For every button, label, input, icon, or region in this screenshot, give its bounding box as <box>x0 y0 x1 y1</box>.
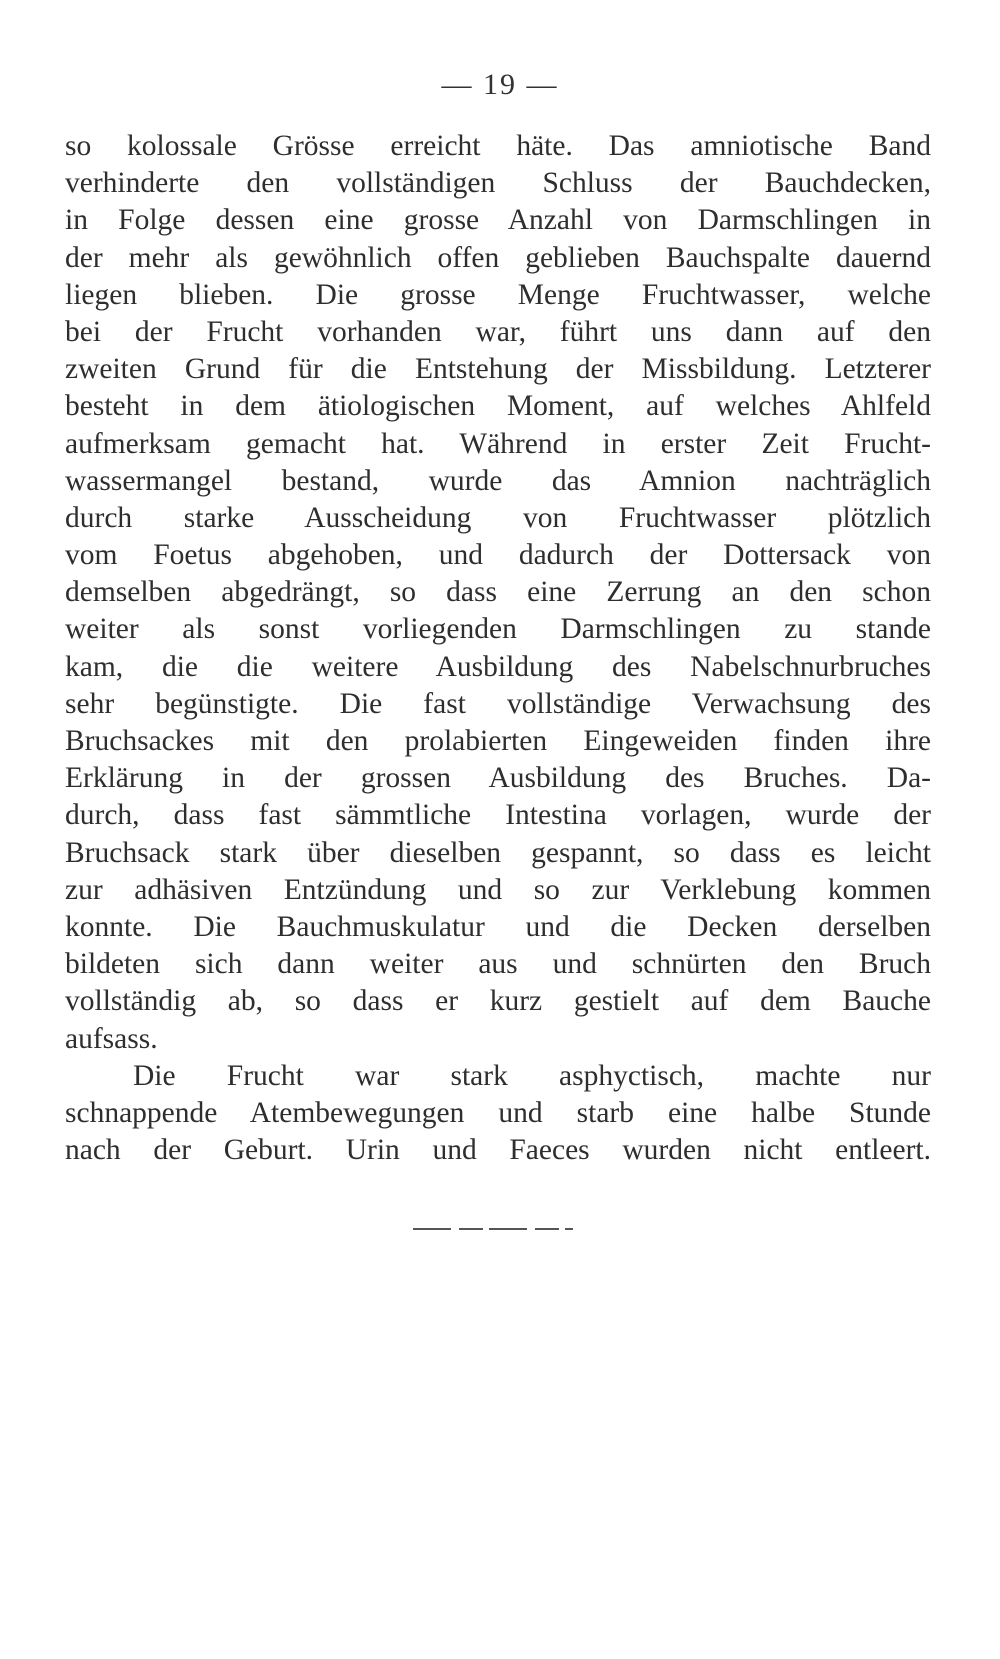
text-line: schnappende Atembewegungen und starb eine halbe Stunde <box>65 1096 931 1129</box>
text-line: liegen blieben. Die grosse Menge Fruchtwasser, welche <box>65 278 931 311</box>
text-line: kam, die die weitere Ausbildung des Nabelschnurbruches <box>65 650 931 683</box>
text-line: aufsass. <box>65 1022 158 1055</box>
body-text <box>65 128 931 1169</box>
text-line: Bruchsack stark über dieselben gespannt, so dass es leicht <box>65 836 931 869</box>
text-line: so kolossale Grösse erreicht häte. Das amniotische Band <box>65 130 931 162</box>
paragraph-2 <box>65 1058 931 1170</box>
text-line: Erklärung in der grossen Ausbildung des Bruches. Da- <box>65 762 931 795</box>
text-line: bildeten sich dann weiter aus und schnürten den Bruch <box>65 948 931 981</box>
text-line: durch, dass fast sämmtliche Intestina vorlagen, wurde der <box>65 799 931 832</box>
paragraph-1 <box>65 128 931 1058</box>
text-line: der mehr als gewöhnlich offen geblieben Bauchspalte dauernd <box>65 241 931 274</box>
text-line: verhinderte den vollständigen Schluss der Bauchdecken, <box>65 167 931 200</box>
text-line: vollständig ab, so dass er kurz gestielt auf dem Bauche <box>65 985 931 1018</box>
text-line: Bruchsackes mit den prolabierten Eingeweiden finden ihre <box>65 725 931 757</box>
text-line: wassermangel bestand, wurde das Amnion nachträglich <box>65 464 931 497</box>
page-number: — 19 — <box>441 68 559 101</box>
text-line: bei der Frucht vorhanden war, führt uns dann auf den <box>65 315 931 348</box>
text-line: zur adhäsiven Entzündung und so zur Verklebung kommen <box>65 873 931 906</box>
end-rule-divider <box>413 1228 573 1230</box>
text-line: demselben abgedrängt, so dass eine Zerrung an den schon <box>65 576 931 609</box>
text-line: besteht in dem ätiologischen Moment, auf welches Ahlfeld <box>65 390 931 423</box>
text-line: aufmerksam gemacht hat. Während in erster Zeit Frucht- <box>65 427 931 460</box>
text-line: nach der Geburt. Urin und Faeces wurden nicht entleert. <box>65 1134 931 1167</box>
text-line: durch starke Ausscheidung von Fruchtwasser plötzlich <box>65 501 931 534</box>
text-line: vom Foetus abgehoben, und dadurch der Dottersack von <box>65 539 931 572</box>
text-line: in Folge dessen eine grosse Anzahl von Darmschlingen in <box>65 204 931 237</box>
text-line: konnte. Die Bauchmuskulatur und die Decken derselben <box>65 910 931 943</box>
text-line: Die Frucht war stark asphyctisch, machte nur <box>133 1059 931 1092</box>
text-line: zweiten Grund für die Entstehung der Missbildung. Letzterer <box>65 353 931 386</box>
text-line: weiter als sonst vorliegenden Darmschlingen zu stande <box>65 613 931 646</box>
text-line: sehr begünstigte. Die fast vollständige Verwachsung des <box>65 687 931 720</box>
